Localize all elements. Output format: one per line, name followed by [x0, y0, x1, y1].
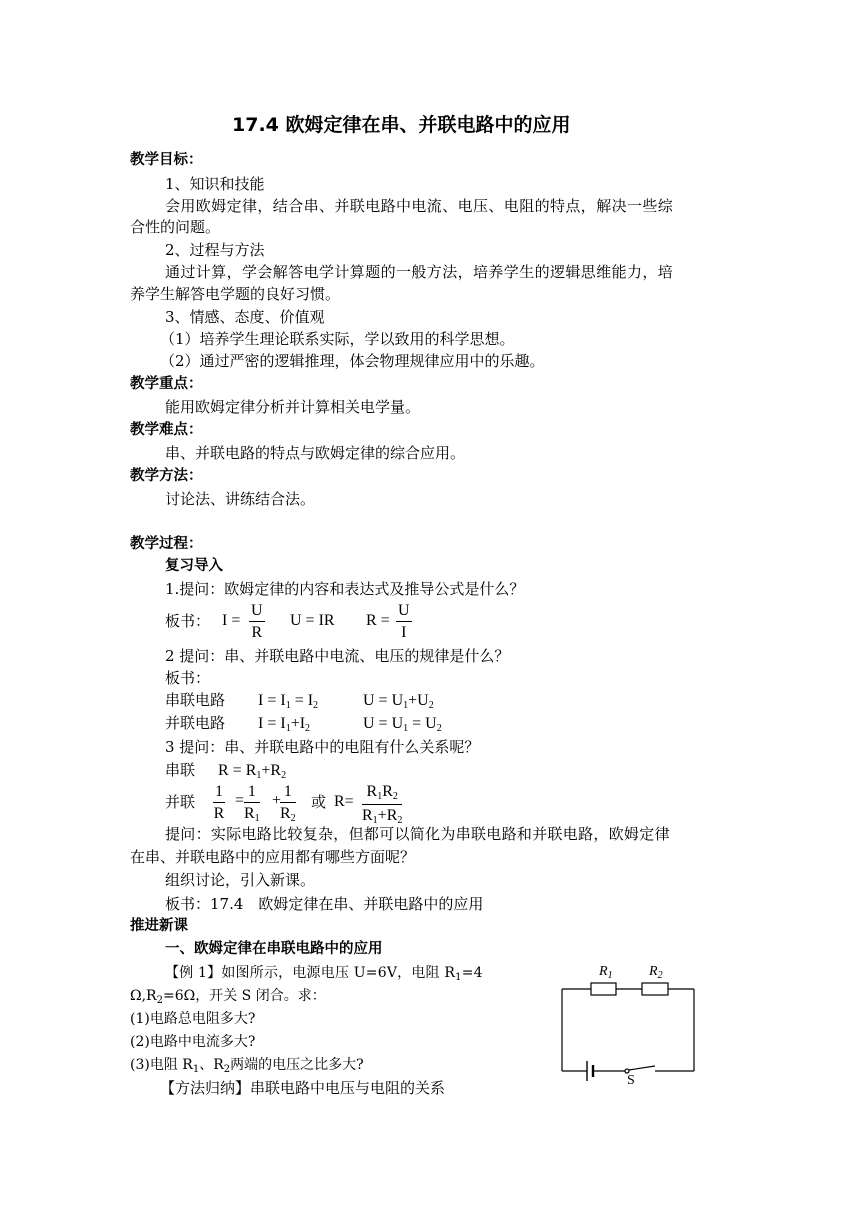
equals-sign: =: [235, 792, 245, 809]
goals-heading: 教学目标：: [130, 152, 203, 168]
example-1-line-1: 【例 1】如图所示，电源电压 U=6V，电阻 $R_1=4$: [165, 965, 483, 983]
fraction-numerator: $R_1R_2$: [362, 784, 402, 805]
switch-blade: [629, 1066, 655, 1070]
page-title: 17.4 欧姆定律在串、并联电路中的应用: [232, 114, 571, 136]
example-1-question-1: (1)电路总电阻多大?: [130, 1011, 256, 1027]
discuss-text: 组织讨论，引入新课。: [165, 871, 316, 889]
emotion-item-1: （1）培养学生理论联系实际，学以致用的科学思想。: [160, 330, 515, 348]
plus-sign: +: [272, 792, 282, 809]
new-lesson-title: 推进新课: [130, 918, 188, 934]
series-resistance-label: 串联: [165, 761, 196, 779]
question-2: 2 提问：串、并联电路中电流、电压的规律是什么？: [165, 647, 510, 665]
fraction-numerator: U: [396, 603, 412, 622]
fraction-denominator: R: [251, 624, 263, 641]
fraction-denominator: $R_2$: [280, 805, 296, 824]
example-1-question-3: (3)电阻 $R_1$、$R_2$两端的电压之比多大?: [130, 1057, 364, 1075]
board-label-2: 板书：: [165, 669, 211, 687]
knowledge-text-2: 合性的问题。: [130, 218, 221, 236]
formula-R-eq: R =: [366, 612, 390, 629]
fraction-denominator: $R_1$: [244, 805, 260, 824]
series-resistance-formula: $R = R_1+R_2$: [218, 762, 287, 781]
fraction-U-over-I: [396, 603, 412, 641]
process-method-text-2: 养学生解答电学题的良好习惯。: [130, 285, 341, 303]
circuit-label-r1: $R_1$: [599, 964, 613, 981]
board-label-1: 板书：: [165, 612, 211, 630]
fraction-denominator: I: [401, 624, 407, 641]
ask-text-1: 提问：实际电路比较复杂，但都可以简化为串联电路和并联电路，欧姆定律: [165, 825, 670, 843]
fraction-1-over-R: [213, 784, 225, 822]
fraction-denominator: R: [213, 805, 225, 822]
series-label: 串联电路: [165, 691, 226, 709]
formula-U-IR: U = IR: [290, 612, 335, 629]
parallel-voltage: $U = U_1 = U_2$: [363, 715, 442, 734]
question-1: 1.提问：欧姆定律的内容和表达式及推导公式是什么？: [165, 580, 525, 598]
board-label-3: 板书：17.4 欧姆定律在串、并联电路中的应用: [165, 895, 484, 913]
fraction-numerator: 1: [213, 784, 225, 803]
formula-R-equals: R=: [334, 793, 354, 810]
formula-I-eq: I =: [222, 612, 241, 629]
parallel-label: 并联电路: [165, 714, 226, 732]
fraction-numerator: U: [249, 603, 265, 622]
key-point-text: 能用欧姆定律分析并计算相关电学量。: [165, 398, 421, 416]
review-title: 复习导入: [165, 558, 223, 574]
resistor-r1: [591, 983, 616, 995]
process-heading: 教学过程：: [130, 536, 203, 552]
circuit-label-s: S: [627, 1073, 635, 1088]
example-1-line-2: $\Omega,R_2=6\Omega$，开关 S 闭合。求：: [130, 988, 326, 1006]
fraction-numerator: 1: [280, 784, 296, 803]
method-heading: 教学方法：: [130, 468, 203, 484]
difficulty-heading: 教学难点：: [130, 422, 203, 438]
section-1-title: 一、欧姆定律在串联电路中的应用: [165, 941, 383, 957]
fraction-1-over-R2: [280, 784, 296, 824]
fraction-denominator: $R_1+R_2$: [362, 807, 403, 826]
parallel-current: $I = I_1+I_2$: [258, 715, 311, 734]
fraction-numerator: 1: [244, 784, 260, 803]
circuit-label-r2: $R_2$: [649, 964, 663, 981]
ask-text-2: 在串、并联电路中的应用都有哪些方面呢？: [130, 848, 416, 866]
series-current: $I = I_1 = I_2$: [258, 692, 319, 711]
fraction-U-over-R: [249, 603, 265, 641]
fraction-R1R2-over-sum: [362, 784, 402, 826]
knowledge-text-1: 会用欧姆定律，结合串、并联电路中电流、电压、电阻的特点，解决一些综: [165, 197, 674, 215]
method-text: 讨论法、讲练结合法。: [165, 490, 316, 508]
difficulty-text: 串、并联电路的特点与欧姆定律的综合应用。: [165, 444, 466, 462]
emotion-item-2: （2）通过严密的逻辑推理，体会物理规律应用中的乐趣。: [160, 352, 545, 370]
parallel-resistance-label: 并联: [165, 793, 196, 811]
method-summary: 【方法归纳】串联电路中电压与电阻的关系: [160, 1079, 446, 1097]
key-point-heading: 教学重点：: [130, 376, 203, 392]
series-voltage: $U = U_1+U_2$: [363, 692, 434, 711]
knowledge-title: 1、知识和技能: [165, 175, 265, 193]
resistor-r2: [642, 983, 668, 995]
example-1-question-2: (2)电路中电流多大?: [130, 1034, 256, 1050]
emotion-title: 3、情感、态度、价值观: [165, 308, 325, 326]
or-word: 或: [311, 793, 327, 811]
question-3: 3 提问：串、并联电路中的电阻有什么关系呢？: [165, 738, 480, 756]
process-method-text-1: 通过计算，学会解答电学计算题的一般方法，培养学生的逻辑思维能力，培: [165, 263, 674, 281]
process-method-title: 2、过程与方法: [165, 241, 265, 259]
fraction-1-over-R1: [244, 784, 260, 824]
